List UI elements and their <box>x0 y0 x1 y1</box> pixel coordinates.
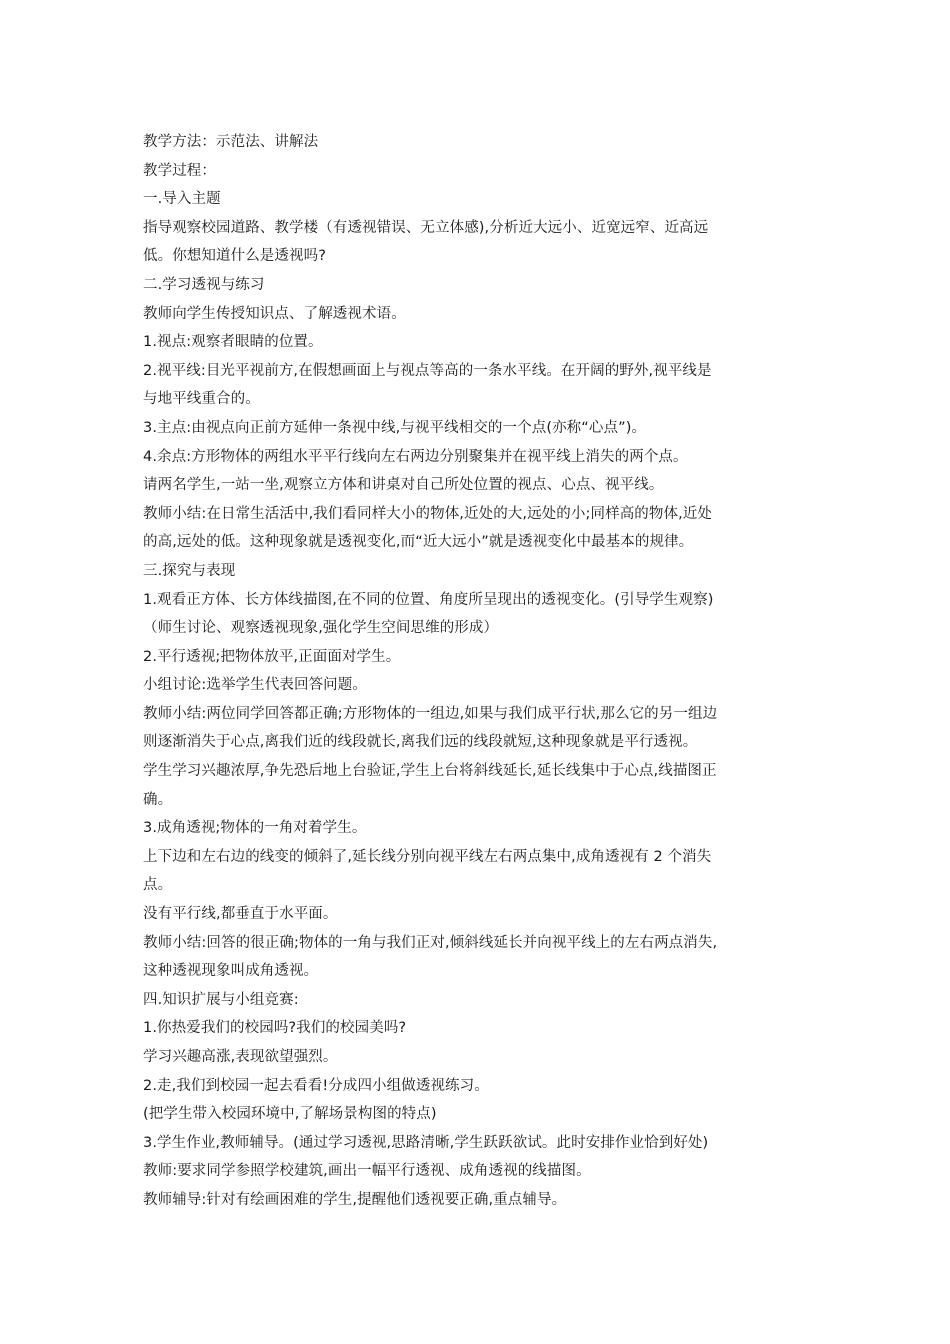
text-line: 教师向学生传授知识点、了解透视术语。 <box>143 305 406 322</box>
document-body <box>143 128 813 1215</box>
text-line: 确。 <box>143 791 173 808</box>
text-line: 2.平行透视;把物体放平,正面面对学生。 <box>143 648 401 665</box>
text-line: (把学生带入校园环境中,了解场景构图的特点) <box>143 1106 437 1123</box>
text-line: 上下边和左右边的线变的倾斜了,延长线分别向视平线左右两点集中,成角透视有 2 个消失 <box>143 848 712 865</box>
text-line: 教师辅导:针对有绘画困难的学生,提醒他们透视要正确,重点辅导。 <box>143 1191 567 1208</box>
section-heading: 三.探究与表现 <box>143 562 236 579</box>
text-line: 2.视平线:目光平视前方,在假想画面上与视点等高的一条水平线。在开阔的野外,视平线是 <box>143 362 712 379</box>
text-line: 小组讨论:选举学生代表回答问题。 <box>143 677 367 694</box>
text-line: 1.观看正方体、长方体线描图,在不同的位置、角度所呈现出的透视变化。(引导学生观察) <box>143 591 714 608</box>
text-line: 点。 <box>143 877 173 894</box>
section-heading: 一.导入主题 <box>143 191 221 208</box>
text-line: 低。你想知道什么是透视吗? <box>143 248 326 265</box>
text-line: 3.学生作业,教师辅导。(通过学习透视,思路清晰,学生跃跃欲试。此时安排作业恰到好处) <box>143 1134 709 1151</box>
text-line: 则逐渐消失于心点,离我们近的线段就长,离我们远的线段就短,这种现象就是平行透视。 <box>143 734 698 751</box>
text-line: 1.视点:观察者眼睛的位置。 <box>143 334 323 351</box>
text-line: 2.走,我们到校园一起去看看!分成四小组做透视练习。 <box>143 1077 489 1094</box>
section-heading: 四.知识扩展与小组竞赛: <box>143 991 299 1008</box>
text-line: 3.成角透视;物体的一角对着学生。 <box>143 820 367 837</box>
text-line: 1.你热爱我们的校园吗?我们的校园美吗? <box>143 1020 407 1037</box>
text-line: 3.主点:由视点向正前方延伸一条视中线,与视平线相交的一个点(亦称“心点”)。 <box>143 419 647 436</box>
text-line: 没有平行线,都垂直于水平面。 <box>143 906 338 923</box>
text-line: 教师小结:两位同学回答都正确;方形物体的一组边,如果与我们成平行状,那么它的另一组边 <box>143 705 718 722</box>
text-line: （师生讨论、观察透视现象,强化学生空间思维的形成） <box>143 620 499 637</box>
text-line: 这种透视现象叫成角透视。 <box>143 963 319 980</box>
text-line: 教学方法：示范法、讲解法 <box>143 134 319 150</box>
text-line: 学生学习兴趣浓厚,争先恐后地上台验证,学生上台将斜线延长,延长线集中于心点,线描图正 <box>143 763 717 780</box>
text-line: 教师:要求同学参照学校建筑,画出一幅平行透视、成角透视的线描图。 <box>143 1163 591 1180</box>
text-line: 教师小结:回答的很正确;物体的一角与我们正对,倾斜线延长并向视平线上的左右两点消失, <box>143 934 718 951</box>
text-line: 请两名学生,一站一坐,观察立方体和讲桌对自己所处位置的视点、心点、视平线。 <box>143 477 664 494</box>
text-line: 4.余点:方形物体的两组水平平行线向左右两边分别聚集并在视平线上消失的两个点。 <box>143 448 688 465</box>
text-line: 教学过程： <box>143 162 216 179</box>
text-line: 的高,远处的低。这种现象就是透视变化,而“近大远小”就是透视变化中最基本的规律。 <box>143 534 694 551</box>
text-line: 学习兴趣高涨,表现欲望强烈。 <box>143 1049 338 1065</box>
text-line: 与地平线重合的。 <box>143 391 260 408</box>
text-line: 指导观察校园道路、教学楼（有透视错误、无立体感),分析近大远小、近宽远窄、近高远 <box>143 219 709 236</box>
section-heading: 二.学习透视与练习 <box>143 276 265 293</box>
text-line: 教师小结:在日常生活活中,我们看同样大小的物体,近处的大,远处的小;同样高的物体,近处 <box>143 505 713 522</box>
